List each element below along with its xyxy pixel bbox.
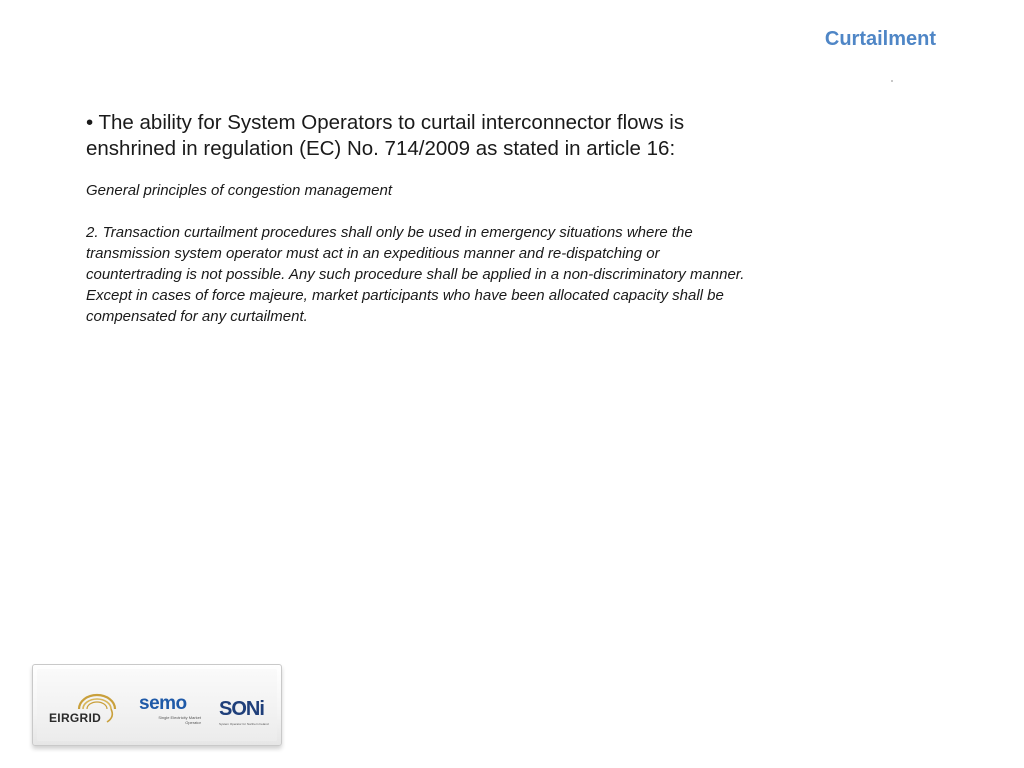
slide-content bbox=[86, 110, 746, 327]
semo-wordmark: semo bbox=[139, 693, 187, 714]
soni-wordmark: SONi bbox=[219, 698, 264, 720]
quote-body: 2. Transaction curtailment procedures shall only be used in emergency situations where the transmission system operator must act in an expeditious manner and re-dispatching or countertrading is not possible. Any such procedure shall be applied in a non-discriminatory manner. Except in cases of force majeure, market participants who have been allocated capacity shall be compensated for any curtailment. bbox=[86, 224, 745, 325]
soni-tagline: System Operator for Northern Ireland bbox=[219, 722, 269, 726]
decorative-dot bbox=[891, 80, 893, 82]
semo-logo bbox=[137, 691, 201, 731]
bullet-point: • The ability for System Operators to curtail interconnector flows is enshrined in regulation (EC) No. 714/2009 as stated in article 16: bbox=[86, 111, 685, 160]
slide-title: Curtailment bbox=[824, 28, 936, 50]
eirgrid-wordmark: EIRGRID bbox=[49, 711, 102, 725]
eirgrid-logo bbox=[49, 689, 119, 729]
footer-logo-bar bbox=[32, 664, 282, 746]
logo-bar-inner bbox=[37, 669, 277, 741]
quote-heading: General principles of congestion management bbox=[86, 182, 393, 199]
semo-tagline: Single Electricity Market Operator bbox=[158, 715, 201, 725]
soni-logo bbox=[219, 693, 269, 729]
